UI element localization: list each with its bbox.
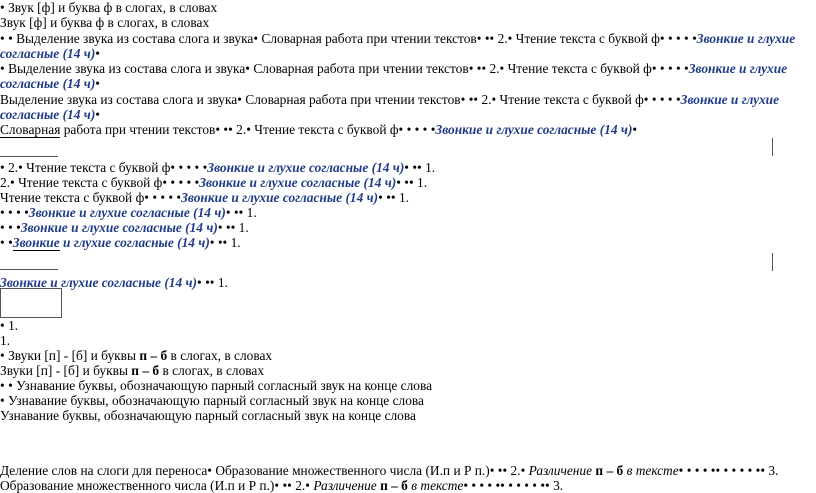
doc-line: [0, 0, 217, 15]
text: Чтение текста с буквой ф: [18, 175, 163, 190]
doc-line: [0, 318, 18, 333]
bullet: •: [651, 61, 657, 76]
doc-line: [0, 408, 416, 423]
bullet: •: [16, 220, 21, 235]
bullet: ••: [386, 190, 396, 205]
bullet: • • • •: [152, 190, 182, 205]
bullet: •: [0, 318, 5, 333]
text: Словарная работа при чтении текстов: [261, 31, 477, 46]
text: 2.: [489, 61, 500, 76]
text: Словарная работа при чтении текстов: [245, 92, 461, 107]
bullet: •: [499, 61, 505, 76]
bold-text: п – б: [131, 363, 160, 378]
text: Образование множественного числа (И.п и Р п.): [215, 463, 490, 478]
heading-text: Звонкие и глухие согласные (14 ч): [28, 205, 226, 220]
doc-line: [0, 348, 272, 363]
bullet: • • • •: [0, 205, 29, 220]
text: 2.: [481, 92, 492, 107]
text: 3.: [553, 478, 564, 493]
bullet: •: [0, 393, 5, 408]
bullet: •: [8, 220, 13, 235]
bold-text: п – б: [595, 463, 624, 478]
bullet: •: [476, 31, 482, 46]
doc-line: [0, 393, 424, 408]
heading-text: согласные (14 ч): [0, 107, 96, 122]
text: Узнавание буквы, обозначающую парный согласный звук на конце слова: [16, 378, 433, 393]
text: Деление слов на слоги для переноса: [0, 463, 208, 478]
bold-text: п – б: [139, 348, 168, 363]
doc-line: [0, 46, 100, 61]
text: Чтение текста с буквой ф: [254, 122, 399, 137]
heading-text: Звонкие и глухие согласные (14 ч): [0, 275, 198, 290]
doc-line: [0, 235, 241, 250]
heading-text: согласные (14 ч): [0, 46, 96, 61]
text: 2.: [236, 122, 247, 137]
doc-line: [0, 378, 432, 393]
bullet: •: [10, 175, 15, 190]
heading-text: Звонкие: [12, 235, 60, 250]
text: в слогах, в словах: [167, 348, 273, 363]
bullet: •: [274, 478, 280, 493]
bullet: •: [8, 235, 13, 250]
heading-text: Звонкие и глухие: [696, 31, 796, 46]
bullet: •: [18, 160, 23, 175]
text: Узнавание буквы, обозначающую парный согласный звук на конце слова: [8, 393, 424, 408]
bullet: •: [0, 0, 5, 15]
bullet: • • • •: [667, 31, 697, 46]
text: 2.: [0, 175, 11, 190]
bullet: ••: [225, 220, 236, 235]
empty-cell: [0, 288, 62, 318]
text: Чтение текста с буквой ф: [507, 61, 652, 76]
italic-text: в тексте: [407, 478, 464, 493]
bullet: •: [237, 92, 242, 107]
bullet: •: [162, 175, 168, 190]
bullet: •: [468, 61, 474, 76]
heading-text: Звонкие и глухие согласные (14 ч): [20, 220, 218, 235]
heading-text: согласные (14 ч): [0, 76, 96, 91]
heading-text: Звонкие и глухие согласные (14 ч): [435, 122, 633, 137]
bullet: •: [95, 107, 100, 122]
text: 1.: [238, 220, 249, 235]
text: Чтение текста с буквой ф: [0, 190, 145, 205]
bullet: •: [489, 463, 495, 478]
bullet: •: [0, 378, 5, 393]
heading-text: Звонкие и глухие: [680, 92, 780, 107]
text: 1.: [0, 333, 11, 348]
text: 2.: [8, 160, 19, 175]
bullet: ••: [497, 463, 508, 478]
text: Звук [ф] и буква ф в слогах, в словах: [8, 0, 218, 15]
heading-text: Звонкие и глухие согласные (14 ч): [181, 190, 379, 205]
bullet: ••: [404, 175, 414, 190]
text: Звук [ф] и буква ф в слогах, в словах: [0, 15, 210, 30]
text: 1.: [425, 160, 436, 175]
doc-line: [0, 478, 563, 493]
vertical-rule: [772, 253, 773, 271]
bold-text: п – б: [380, 478, 408, 493]
text: 2.: [510, 463, 521, 478]
text: Чтение текста с буквой ф: [515, 31, 660, 46]
bullet: • • • •: [406, 122, 436, 137]
bullet: ••: [476, 61, 487, 76]
doc-line: [0, 92, 779, 107]
heading-text: и глухие согласные (14 ч): [59, 235, 210, 250]
italic-text: Различение: [313, 478, 381, 493]
doc-line: [0, 333, 10, 348]
bullet: ••: [282, 478, 292, 493]
doc-line: [0, 76, 100, 91]
bullet: ••: [484, 31, 495, 46]
text: Чтение текста с буквой ф: [26, 160, 171, 175]
text: 2.: [497, 31, 508, 46]
text: в слогах, в словах: [159, 363, 265, 378]
text: 1.: [417, 175, 428, 190]
bullet: •: [398, 122, 404, 137]
bullet: •: [0, 235, 5, 250]
text: 1.: [398, 190, 409, 205]
bullet: •: [632, 122, 638, 137]
bullet: ••: [233, 205, 244, 220]
bullet: • • • • •• • • • • ••: [678, 463, 766, 478]
doc-line: [0, 220, 249, 235]
text: Чтение текста с буквой ф: [499, 92, 644, 107]
italic-text: в тексте: [623, 463, 679, 478]
bullet: •: [507, 31, 513, 46]
bullet: •: [0, 61, 5, 76]
bullet: •: [144, 190, 149, 205]
bullet: • • • •: [178, 160, 208, 175]
text: Звуки [п] - [б] и буквы: [0, 363, 132, 378]
bullet: ••: [217, 235, 228, 250]
bullet: •: [659, 31, 665, 46]
doc-line: [0, 61, 787, 76]
heading-text: Звонкие и глухие: [688, 61, 788, 76]
bullet: • • • •: [170, 175, 200, 190]
bullet: •: [0, 348, 5, 363]
doc-line: [0, 190, 409, 205]
bullet: •: [0, 220, 5, 235]
bullet: •: [491, 92, 497, 107]
bullet: ••: [223, 122, 233, 137]
bullet: •: [643, 92, 649, 107]
doc-line: [0, 175, 427, 190]
bullet: ••: [412, 160, 422, 175]
text: 3.: [768, 463, 779, 478]
bullet: •: [0, 160, 5, 175]
bullet: • • • •: [651, 92, 681, 107]
doc-line: [0, 122, 637, 137]
bullet: •: [245, 61, 250, 76]
text: 1.: [8, 318, 19, 333]
bullet: •: [215, 122, 221, 137]
text: Выделение звука из состава слога и звука: [0, 92, 238, 107]
underlined-text: Словарная: [0, 122, 61, 137]
bullet: •: [217, 220, 223, 235]
heading-text: Звонкие и глухие согласные (14 ч): [207, 160, 405, 175]
text: Узнавание буквы, обозначающую парный согласный звук на конце слова: [0, 408, 416, 423]
text: Выделение звука из состава слога и звука: [16, 31, 254, 46]
bullet: •: [253, 31, 259, 46]
text: 1.: [217, 275, 228, 290]
text: Образование множественного числа (И.п и Р п.): [0, 478, 275, 493]
heading-text: Звонкие и глухие согласные (14 ч): [199, 175, 397, 190]
section-rule: [0, 156, 58, 157]
italic-text: Различение: [528, 463, 596, 478]
bullet: •: [8, 378, 13, 393]
bullet: •: [170, 160, 176, 175]
bullet: •: [95, 76, 100, 91]
text: 1.: [230, 235, 241, 250]
bullet: •: [460, 92, 466, 107]
bullet: •: [225, 205, 231, 220]
bullet: •: [197, 275, 202, 290]
doc-line: [0, 107, 100, 122]
bullet: •: [246, 122, 251, 137]
vertical-rule: [772, 138, 773, 156]
bullet: ••: [205, 275, 215, 290]
bullet: •: [396, 175, 401, 190]
bullet: ••: [468, 92, 479, 107]
bullet: •: [209, 235, 215, 250]
bullet: •: [404, 160, 409, 175]
bullet: • • • • •• • • • • ••: [463, 478, 550, 493]
text: Выделение звука из состава слога и звука: [8, 61, 246, 76]
text: работа при чтении текстов: [60, 122, 216, 137]
bullet: •: [0, 31, 5, 46]
bullet: •: [8, 31, 13, 46]
doc-line: [0, 160, 435, 175]
bullet: •: [95, 46, 100, 61]
section-rule: [0, 269, 58, 270]
text: 2.: [295, 478, 306, 493]
bullet: • • • •: [659, 61, 689, 76]
bullet: •: [520, 463, 526, 478]
text: 1.: [246, 205, 257, 220]
doc-line: [0, 31, 795, 46]
text: Словарная работа при чтении текстов: [253, 61, 469, 76]
doc-line: [0, 15, 209, 30]
doc-line: [0, 463, 778, 478]
doc-line: [0, 205, 257, 220]
text: Звуки [п] - [б] и буквы: [8, 348, 140, 363]
bullet: •: [378, 190, 383, 205]
bullet: •: [305, 478, 310, 493]
bullet: •: [207, 463, 212, 478]
doc-line: [0, 363, 264, 378]
